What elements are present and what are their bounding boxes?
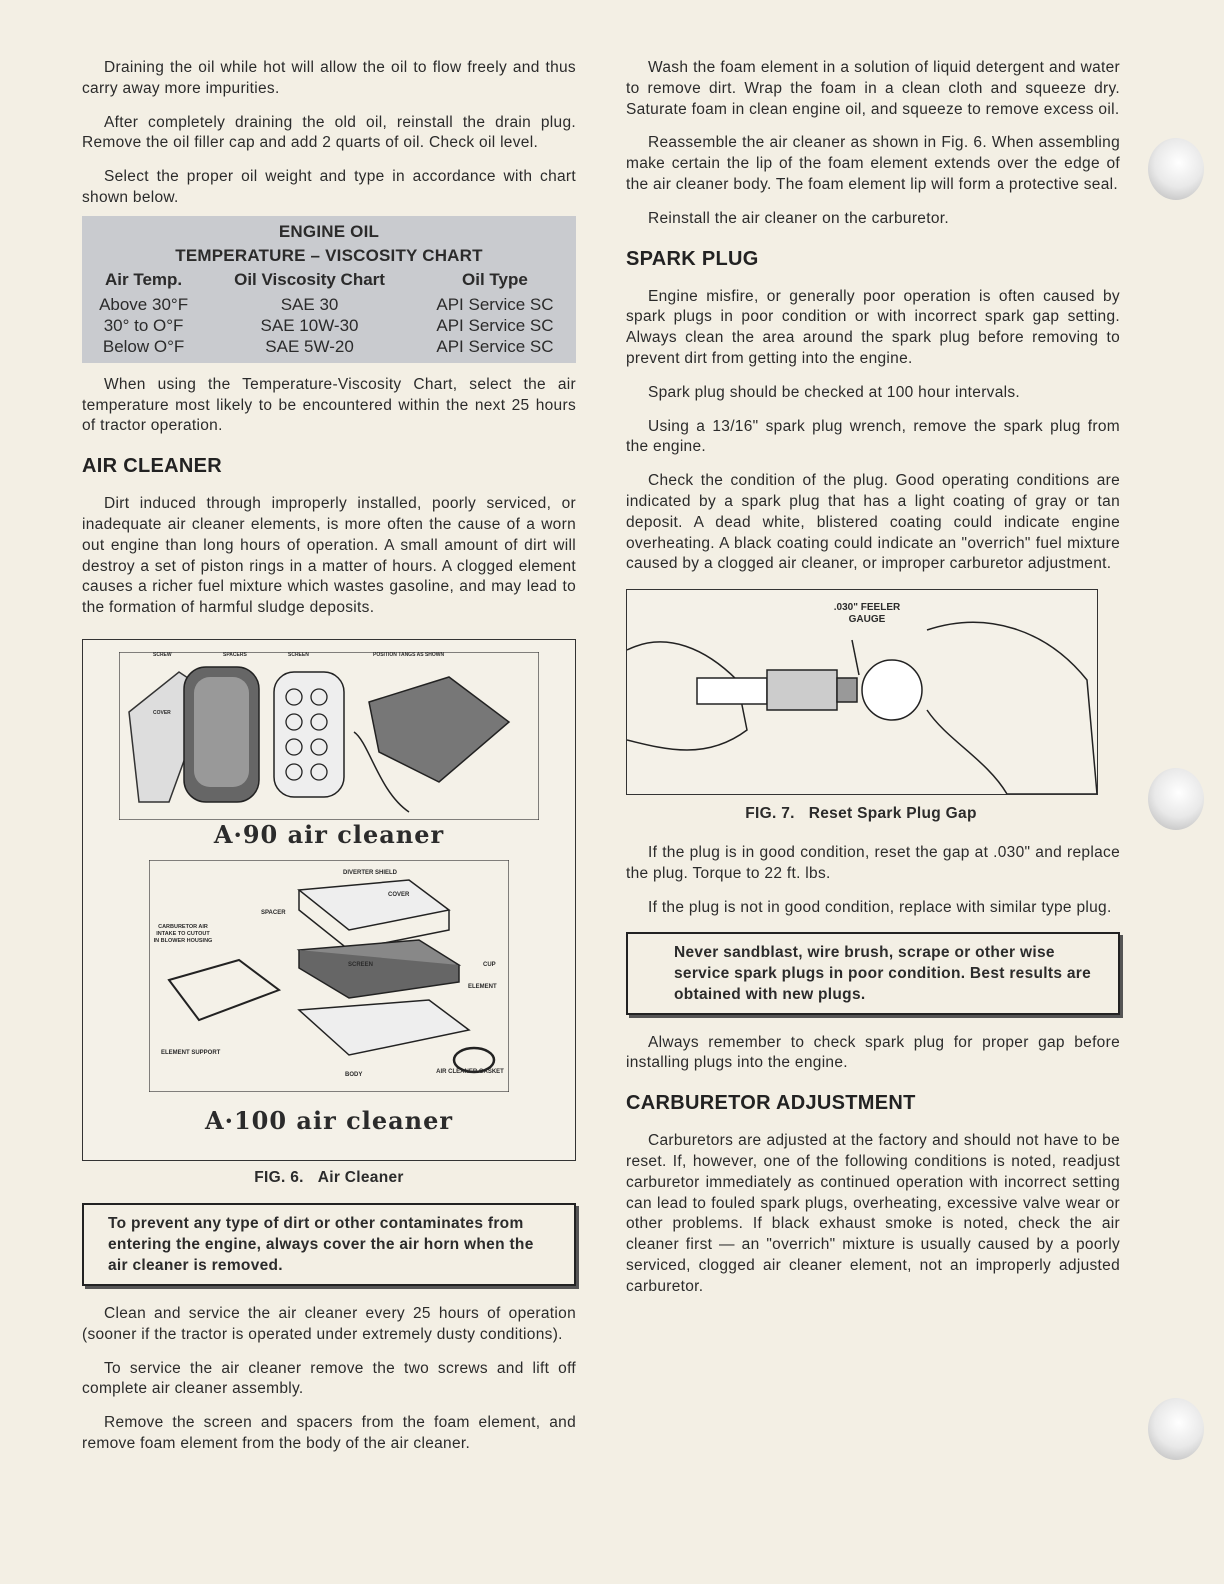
paragraph-good-condition: If the plug is in good condition, reset the gap at .030" and replace the plug. Torque to 22 ft. lbs.: [626, 844, 1120, 882]
table-row: [82, 315, 576, 336]
paragraph-reinstall-plug: After completely draining the old oil, reinstall the drain plug. Remove the oil filler cap and add 2 quarts of oil. Check oil level.: [82, 113, 576, 152]
a100-caption: A·100 air cleaner: [204, 1105, 453, 1135]
a100-label-gasket: AIR CLEANER GASKET: [436, 1068, 504, 1075]
paragraph-select-oil: Select the proper oil weight and type in accordance with chart shown below.: [82, 168, 576, 206]
fig6-caption: [82, 1169, 576, 1187]
a90-label-screw: SCREW: [153, 651, 172, 658]
paragraph-misfire: Engine misfire, or generally poor operation is often caused by spark plugs in poor condition or with incorrect spark gap setting. Always clean the area around the spark plug before removing to prevent dirt from getting into the engine.: [626, 287, 1120, 367]
paragraph-condition: Check the condition of the plug. Good operating conditions are indicated by a spark plug that has a light coating of gray or tan deposit. A dead white, blistered coating could indicate engine overheating. A black coating could indicate an "overrich" fuel mixture caused by a clogged air cleaner, or improper carburetor adjustment.: [626, 472, 1120, 573]
heading-carburetor-adjustment: CARBURETOR ADJUSTMENT: [626, 1092, 916, 1115]
paragraph-dirt-induced: Dirt induced through improperly installed, poorly serviced, or inadequate air cleaner elements, is more often the cause of a worn out engine than long hours of operation. A small amount of dirt will destroy a set of piston rings in a matter of hours. A clogged element causes a richer fuel mixture which wastes gasoline, and may lead to the formation of harmful sludge deposits.: [82, 495, 576, 617]
heading-spark-plug: SPARK PLUG: [626, 247, 759, 270]
a100-label-cover: COVER: [388, 891, 410, 898]
chart-subtitle: TEMPERATURE – VISCOSITY CHART: [175, 245, 483, 265]
table-row: [82, 336, 576, 357]
paragraph-wrench: Using a 13/16" spark plug wrench, remove the spark plug from the engine.: [626, 417, 1120, 456]
feeler-gauge-label: .030" FEELER GAUGE: [833, 602, 901, 626]
paragraph-remove-screws: To service the air cleaner remove the two screws and lift off complete air cleaner assembly.: [82, 1359, 576, 1398]
a90-illustration: [119, 652, 539, 820]
paragraph-remove-screen: Remove the screen and spacers from the foam element, and remove foam element from the body of the air cleaner.: [82, 1414, 576, 1452]
cell-temp: Above 30°F: [99, 294, 189, 314]
header-oil-type: Oil Type: [462, 269, 528, 289]
binder-hole-bottom: [1148, 1398, 1204, 1460]
figure-spark-plug-gap: [626, 589, 1098, 795]
table-header-row: [82, 268, 576, 294]
a100-label-spacer: SPACER: [261, 909, 286, 916]
fig6-title: Air Cleaner: [317, 1168, 404, 1186]
fig6-number: FIG. 6.: [254, 1168, 304, 1186]
paragraph-carburetor: Carburetors are adjusted at the factory and should not have to be reset. If, however, one of the following conditions is noted, readjust carburetor immediately as continued operation with incorrect setting can lead to fouled spark plugs, overheating, excessive valve wear or other problems. If black exhaust smoke is noted, check the air cleaner first — an "overrich" mixture is usually caused by a poorly serviced, clogged air cleaner element, not an improperly adjusted carburetor.: [626, 1132, 1120, 1295]
a100-label-cup: CUP: [483, 961, 496, 968]
fig7-title: Reset Spark Plug Gap: [808, 805, 977, 823]
a100-label-support: ELEMENT SUPPORT: [161, 1049, 221, 1056]
a100-label-screen: SCREEN: [348, 961, 374, 968]
chart-title: ENGINE OIL: [278, 221, 380, 241]
cell-viscosity: SAE 10W-30: [260, 315, 359, 335]
figure-air-cleaner: [82, 639, 576, 1161]
a90-label-position-tangs: POSITION TANGS AS SHOWN: [373, 651, 445, 658]
paragraph-replace-plug: If the plug is not in good condition, replace with similar type plug.: [648, 898, 1112, 916]
fig7-number: FIG. 7.: [745, 805, 795, 823]
cell-temp: Below O°F: [102, 336, 185, 356]
viscosity-table: [82, 268, 576, 357]
paragraph-wash-foam: Wash the foam element in a solution of liquid detergent and water to remove dirt. Wrap the foam in a clean cloth and squeeze dry. Saturate foam in clean engine oil, and squeeze to remove excess oil.: [626, 59, 1120, 118]
cell-type: API Service SC: [436, 336, 554, 356]
paragraph-reassemble: Reassemble the air cleaner as shown in Fig. 6. When assembling make certain the lip of the foam element extends over the edge of the air cleaner body. The foam element lip will form a protective seal.: [626, 134, 1120, 193]
table-row: [82, 294, 576, 315]
paragraph-drain-hot: Draining the oil while hot will allow the oil to flow freely and thus carry away more impurities.: [82, 59, 576, 97]
a100-label-element: ELEMENT: [468, 983, 497, 990]
note-air-horn: To prevent any type of dirt or other contaminates from entering the engine, always cover the air horn when the air cleaner is removed.: [82, 1203, 576, 1286]
binder-hole-middle: [1148, 768, 1204, 830]
a100-label-diverter: DIVERTER SHIELD: [343, 869, 398, 876]
paragraph-check-gap: Always remember to check spark plug for proper gap before installing plugs into the engine.: [626, 1033, 1120, 1072]
left-column: [82, 58, 576, 1468]
a90-label-spacers: SPACERS: [223, 651, 247, 658]
heading-air-cleaner: AIR CLEANER: [82, 455, 222, 478]
paragraph-reinstall-cleaner: Reinstall the air cleaner on the carburetor.: [648, 209, 949, 227]
cell-type: API Service SC: [436, 315, 554, 335]
paragraph-chart-usage: When using the Temperature-Viscosity Chart, select the air temperature most likely to be encountered within the next 25 hours of tractor operation.: [82, 375, 576, 435]
fig7-caption: [626, 805, 1096, 823]
note-never-sandblast: Never sandblast, wire brush, scrape or other wise service spark plugs in poor condition. Best results are obtained with new plugs.: [626, 932, 1120, 1015]
paragraph-check-interval: Spark plug should be checked at 100 hour intervals.: [648, 383, 1021, 401]
a100-label-body: BODY: [345, 1071, 363, 1078]
header-viscosity: Oil Viscosity Chart: [234, 269, 385, 289]
a90-caption: A·90 air cleaner: [213, 819, 445, 849]
a90-label-cover: COVER: [153, 709, 171, 716]
a100-label-carburetor: CARBURETOR AIR INTAKE TO CUTOUT IN BLOWER HOUSING: [153, 923, 213, 944]
cell-temp: 30° to O°F: [103, 315, 184, 335]
cell-viscosity: SAE 5W-20: [265, 336, 354, 356]
paragraph-clean-service: Clean and service the air cleaner every 25 hours of operation (sooner if the tractor is operated under extremely dusty conditions).: [82, 1304, 576, 1343]
a90-label-screen: SCREEN: [288, 651, 309, 658]
right-column: [626, 58, 1120, 1311]
cell-type: API Service SC: [436, 294, 554, 314]
cell-viscosity: SAE 30: [280, 294, 339, 314]
binder-hole-top: [1148, 138, 1204, 200]
oil-viscosity-chart: [82, 216, 576, 363]
a100-illustration: [149, 860, 509, 1092]
header-air-temp: Air Temp.: [105, 269, 183, 289]
